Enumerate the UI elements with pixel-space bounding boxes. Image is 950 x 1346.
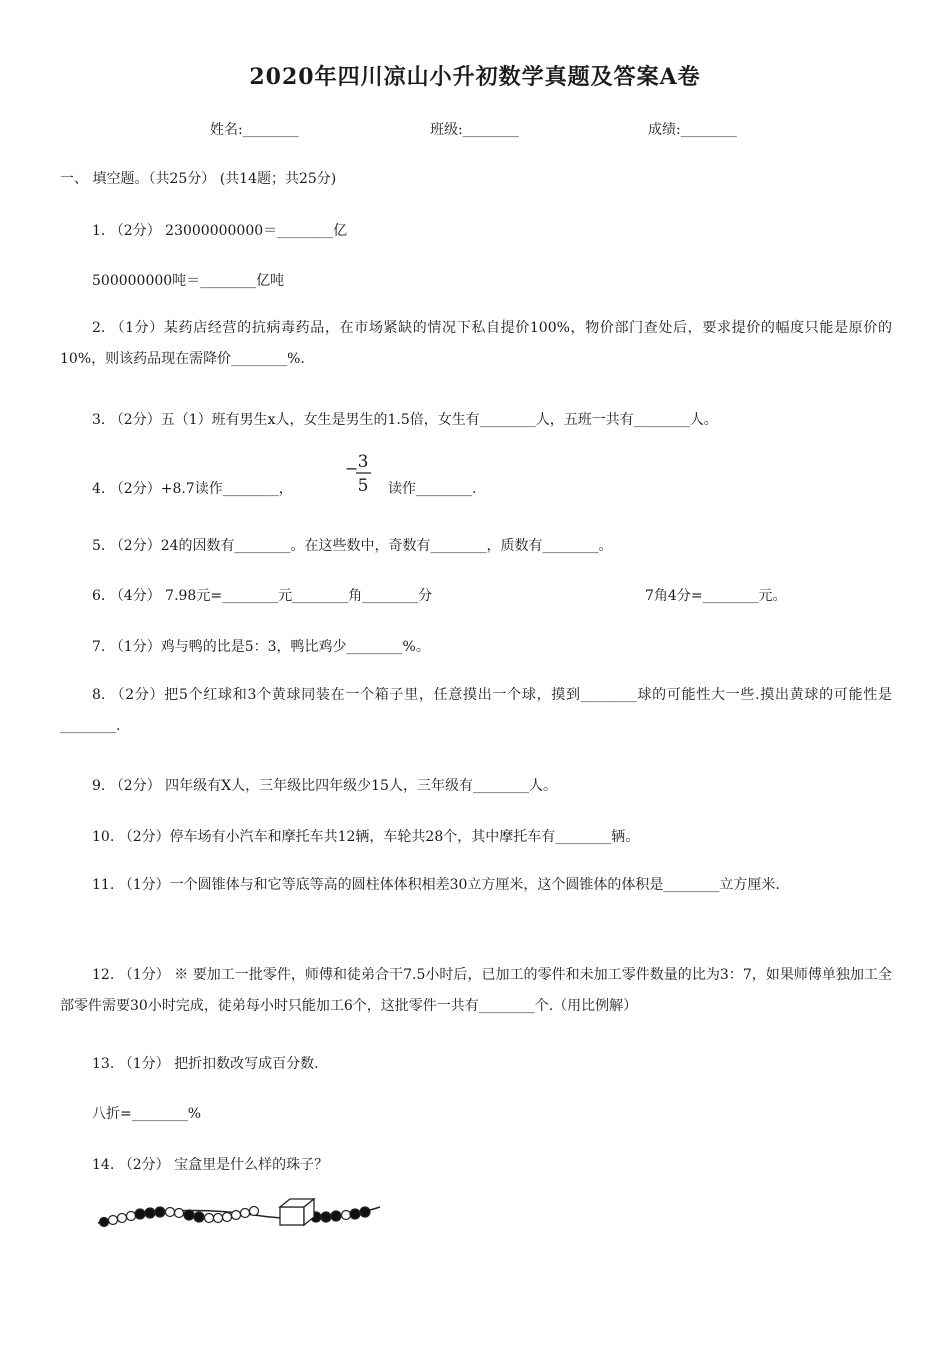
- question-3: 3. （2分）五（1）班有男生x人，女生是男生的1.5倍，女生有________人，五班一共有________人。: [92, 412, 718, 428]
- question-2: 2. （1分）某药店经营的抗病毒药品，在市场紧缺的情况下私自提价100%，物价部门查处后，要求提价的幅度只能是原价的10%，则该药品现在需降价________%.: [60, 320, 892, 367]
- question-11: 11. （1分）一个圆锥体与和它等底等高的圆柱体体积相差30立方厘米，这个圆锥体的体积是________立方厘米.: [92, 877, 780, 893]
- question-8: 8. （2分）把5个红球和3个黄球同装在一个箱子里，任意摸出一个球，摸到________球的可能性大一些.摸出黄球的可能性是________.: [60, 687, 892, 734]
- class-field: 班级:________: [430, 122, 519, 138]
- fraction-denominator: 5: [357, 476, 369, 496]
- fraction-sign: −: [345, 459, 359, 478]
- fraction-numerator: 3: [357, 452, 369, 472]
- treasure-box: [280, 1199, 314, 1225]
- question-10: 10. （2分）停车场有小汽车和摩托车共12辆，车轮共28个，其中摩托车有________辆。: [92, 829, 640, 845]
- question-13-part-b: 八折=________%: [92, 1106, 202, 1122]
- question-5: 5. （2分）24的因数有________。在这些数中，奇数有________，质数有________。: [92, 538, 613, 554]
- negative-fraction: [343, 450, 383, 498]
- question-1-part-a: 1. （2分） 23000000000＝________亿: [92, 223, 348, 239]
- question-1-part-b: 500000000吨＝________亿吨: [92, 273, 285, 289]
- document-title: 2020年四川凉山小升初数学真题及答案A卷: [249, 64, 701, 90]
- question-14: 14. （2分） 宝盒里是什么样的珠子？: [92, 1157, 329, 1173]
- bead-string-illustration: [94, 1193, 384, 1233]
- question-6-part-b: 7角4分=________元。: [645, 588, 787, 604]
- question-6-part-a: 6. （4分） 7.98元=________元________角________分: [92, 588, 433, 604]
- question-4-part-b: 读作________.: [388, 481, 477, 497]
- question-12: 12. （1分） ※ 要加工一批零件，师傅和徒弟合干7.5小时后，已加工的零件和未加工零件数量的比为3：7，如果师傅单独加工全部零件需要30小时完成，徒弟每小时只能加工6个，这批零件一共有________个.（用比例解）: [60, 967, 892, 1014]
- question-13-part-a: 13. （1分） 把折扣数改写成百分数.: [92, 1056, 319, 1072]
- question-7: 7. （1分）鸡与鸭的比是5：3，鸭比鸡少________%。: [92, 639, 430, 655]
- name-field: 姓名:________: [210, 122, 299, 138]
- question-9: 9. （2分） 四年级有X人，三年级比四年级少15人，三年级有________人。: [92, 778, 557, 794]
- score-field: 成绩:________: [648, 122, 737, 138]
- question-4-part-a: 4. （2分）+8.7读作________，: [92, 481, 293, 497]
- section-heading: 一、 填空题。（共25分） (共14题；共25分): [60, 171, 337, 187]
